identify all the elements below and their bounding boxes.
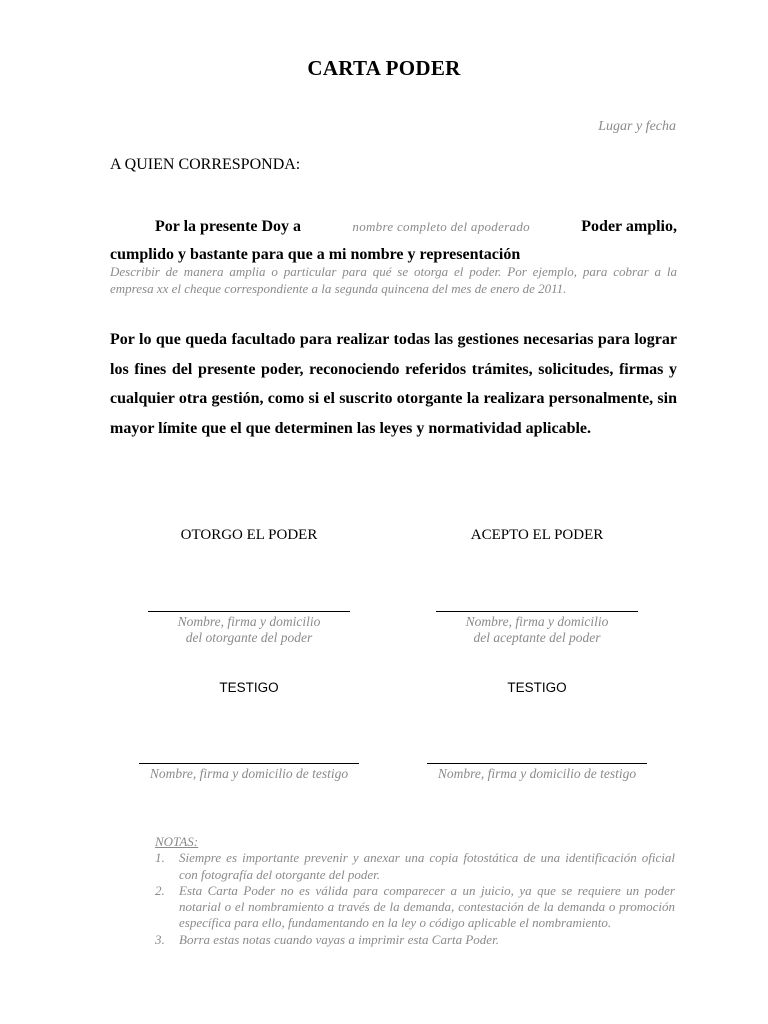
witness-left-signature-line bbox=[139, 763, 359, 764]
document-title: CARTA PODER bbox=[307, 56, 461, 80]
grantor-signature-caption bbox=[130, 614, 368, 646]
witness-left-heading: TESTIGO bbox=[219, 680, 279, 695]
witness-right-signature-line bbox=[427, 763, 647, 764]
note-text: Siempre es importante prevenir y anexar una copia fotostática de una identificación oficial con fotografía del otorgante del poder. bbox=[179, 850, 675, 882]
witness-right-heading: TESTIGO bbox=[507, 680, 567, 695]
note-number: 1. bbox=[155, 850, 165, 866]
intro-lead: Por la presente Doy a bbox=[155, 218, 302, 235]
witness-right-signature-caption: Nombre, firma y domicilio de testigo bbox=[437, 766, 637, 781]
notes-title: NOTAS: bbox=[155, 834, 199, 849]
note-item bbox=[155, 883, 675, 932]
grantor-caption-line2: del otorgante del poder bbox=[185, 630, 313, 645]
acceptor-signature-caption bbox=[418, 614, 656, 646]
attorney-name-placeholder: nombre completo del apoderado bbox=[352, 219, 530, 234]
note-item bbox=[155, 932, 675, 948]
body-paragraph: Por lo que queda facultado para realizar todas las gestiones necesarias para lograr los fines del presente poder, reconociendo referidos trámites, solicitudes, firmas y cualquier otra gestión, como si el suscrito otorgante la realizara personalmente, sin mayor límite que el que determinen las leyes y normatividad aplicable. bbox=[110, 331, 677, 437]
note-number: 2. bbox=[155, 882, 165, 898]
witness-left-signature-caption: Nombre, firma y domicilio de testigo bbox=[149, 766, 349, 781]
acceptor-caption-line1: Nombre, firma y domicilio bbox=[465, 614, 609, 629]
place-and-date-placeholder: Lugar y fecha bbox=[598, 119, 676, 134]
grantor-heading: OTORGO EL PODER bbox=[180, 527, 318, 543]
note-number: 3. bbox=[155, 931, 165, 947]
acceptor-signature-line bbox=[436, 611, 638, 612]
notes-list bbox=[155, 850, 675, 948]
note-text: Esta Carta Poder no es válida para comparecer a un juicio, ya que se requiere un poder notarial o el nombramiento a través de la demanda, contestación de la demanda o promoción específica para ello, fundamentando en la ley o código aplicable el nombramiento. bbox=[179, 882, 675, 931]
intro-paragraph bbox=[110, 213, 677, 269]
power-type-text: Poder amplio, bbox=[581, 218, 677, 235]
notes-section bbox=[155, 834, 675, 948]
purpose-hint: Describir de manera amplia o particular para qué se otorga el poder. Por ejemplo, para cobrar a la empresa xx el cheque correspondiente a la segunda quincena del mes de enero de 2011. bbox=[110, 264, 677, 296]
acceptor-heading: ACEPTO EL PODER bbox=[470, 527, 604, 543]
salutation: A QUIEN CORRESPONDA: bbox=[110, 156, 301, 173]
note-item bbox=[155, 850, 675, 883]
grantor-signature-line bbox=[148, 611, 350, 612]
acceptor-caption-line2: del aceptante del poder bbox=[473, 630, 601, 645]
note-text: Borra estas notas cuando vayas a imprimir esta Carta Poder. bbox=[179, 931, 499, 947]
intro-continuation: cumplido y bastante para que a mi nombre y representación bbox=[110, 246, 521, 263]
grantor-caption-line1: Nombre, firma y domicilio bbox=[177, 614, 321, 629]
